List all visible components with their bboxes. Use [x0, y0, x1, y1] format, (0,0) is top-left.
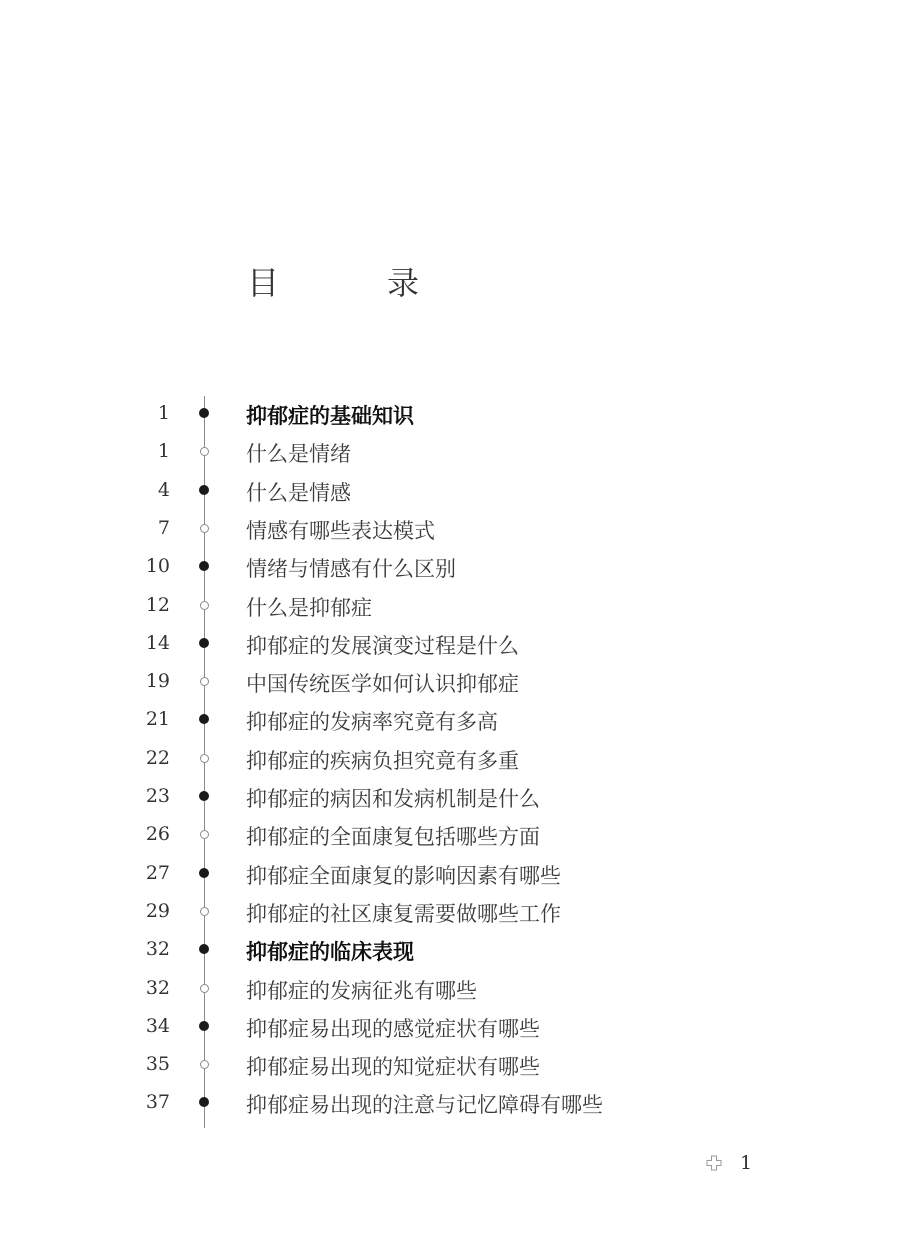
toc-chapter-entry[interactable]: [0, 396, 900, 434]
toc-page-number: 23: [145, 785, 170, 807]
hollow-dot-icon: [200, 677, 209, 686]
toc-entry-title: 抑郁症的疾病负担究竟有多重: [246, 748, 519, 773]
toc-entry-title: 抑郁症易出现的感觉症状有哪些: [246, 1016, 540, 1041]
toc-entry-title: 情感有哪些表达模式: [246, 518, 435, 543]
toc-entry-title: 什么是抑郁症: [246, 595, 372, 620]
toc-entry-title: 抑郁症的临床表现: [246, 940, 414, 965]
cross-icon: [706, 1155, 722, 1171]
toc-section-entry[interactable]: [0, 1047, 900, 1085]
hollow-dot-icon: [200, 907, 209, 916]
toc-entry-title: 抑郁症易出现的注意与记忆障碍有哪些: [246, 1093, 603, 1118]
toc-section-entry[interactable]: [0, 702, 900, 740]
toc-entry-title: 抑郁症的基础知识: [246, 404, 414, 428]
toc-entry-title: 抑郁症的发病率究竟有多高: [246, 710, 498, 735]
filled-dot-icon: [199, 868, 209, 878]
hollow-dot-icon: [200, 984, 209, 993]
toc-entry-title: 抑郁症的发病征兆有哪些: [246, 978, 477, 1003]
hollow-dot-icon: [200, 601, 209, 610]
toc-entry-title: 抑郁症全面康复的影响因素有哪些: [246, 863, 561, 888]
toc-page-number: 4: [157, 478, 170, 501]
toc-section-entry[interactable]: [0, 549, 900, 587]
toc-page-number: 12: [145, 593, 170, 616]
toc-section-entry[interactable]: [0, 626, 900, 664]
toc-page-number: 37: [145, 1091, 170, 1114]
hollow-dot-icon: [200, 524, 209, 533]
toc-page-number: 26: [145, 823, 170, 846]
toc-page-number: 7: [157, 516, 170, 539]
toc-entry-title: 什么是情绪: [246, 442, 351, 467]
toc-section-entry[interactable]: [0, 856, 900, 894]
toc-page-number: 34: [145, 1014, 170, 1037]
hollow-dot-icon: [200, 1060, 209, 1069]
toc-section-entry[interactable]: [0, 511, 900, 549]
toc-section-entry[interactable]: [0, 434, 900, 472]
toc-entry-title: 抑郁症的社区康复需要做哪些工作: [246, 901, 561, 926]
toc-entry-title: 抑郁症的发展演变过程是什么: [246, 633, 519, 658]
filled-dot-icon: [199, 791, 209, 801]
toc-page-number: 14: [145, 631, 170, 654]
filled-dot-icon: [199, 714, 209, 724]
toc-page-number: 1: [157, 440, 170, 463]
filled-dot-icon: [199, 638, 209, 648]
hollow-dot-icon: [200, 830, 209, 839]
toc-chapter-entry[interactable]: [0, 932, 900, 970]
toc-entry-title: 什么是情感: [246, 480, 351, 505]
filled-dot-icon: [199, 408, 209, 418]
toc-page-number: 32: [145, 976, 170, 999]
toc-section-entry[interactable]: [0, 1009, 900, 1047]
toc-page-number: 21: [145, 708, 170, 731]
table-of-contents: [0, 396, 900, 1136]
toc-page-number: 32: [145, 938, 170, 961]
toc-entry-title: 抑郁症易出现的知觉症状有哪些: [246, 1055, 540, 1080]
toc-entry-title: 抑郁症的全面康复包括哪些方面: [246, 825, 540, 850]
page-title: 目 录: [247, 264, 458, 302]
toc-section-entry[interactable]: [0, 779, 900, 817]
toc-section-entry[interactable]: [0, 664, 900, 702]
toc-entry-title: 情绪与情感有什么区别: [246, 557, 456, 582]
page-number: 1: [740, 1152, 753, 1174]
filled-dot-icon: [199, 1021, 209, 1031]
toc-page-number: 1: [157, 402, 170, 424]
filled-dot-icon: [199, 944, 209, 954]
filled-dot-icon: [199, 1097, 209, 1107]
toc-section-entry[interactable]: [0, 588, 900, 626]
toc-section-entry[interactable]: [0, 971, 900, 1009]
toc-page-number: 35: [145, 1053, 170, 1076]
toc-section-entry[interactable]: [0, 894, 900, 932]
toc-section-entry[interactable]: [0, 817, 900, 855]
toc-section-entry[interactable]: [0, 1085, 900, 1123]
toc-section-entry[interactable]: [0, 473, 900, 511]
toc-page-number: 19: [145, 670, 170, 693]
filled-dot-icon: [199, 561, 209, 571]
hollow-dot-icon: [200, 754, 209, 763]
toc-entry-title: 抑郁症的病因和发病机制是什么: [246, 787, 540, 811]
toc-page-number: 29: [145, 899, 170, 922]
toc-section-entry[interactable]: [0, 741, 900, 779]
filled-dot-icon: [199, 485, 209, 495]
toc-page-number: 27: [145, 861, 170, 884]
toc-page-number: 22: [145, 746, 170, 769]
toc-entry-title: 中国传统医学如何认识抑郁症: [246, 672, 519, 697]
hollow-dot-icon: [200, 447, 209, 456]
toc-page-number: 10: [145, 555, 170, 578]
